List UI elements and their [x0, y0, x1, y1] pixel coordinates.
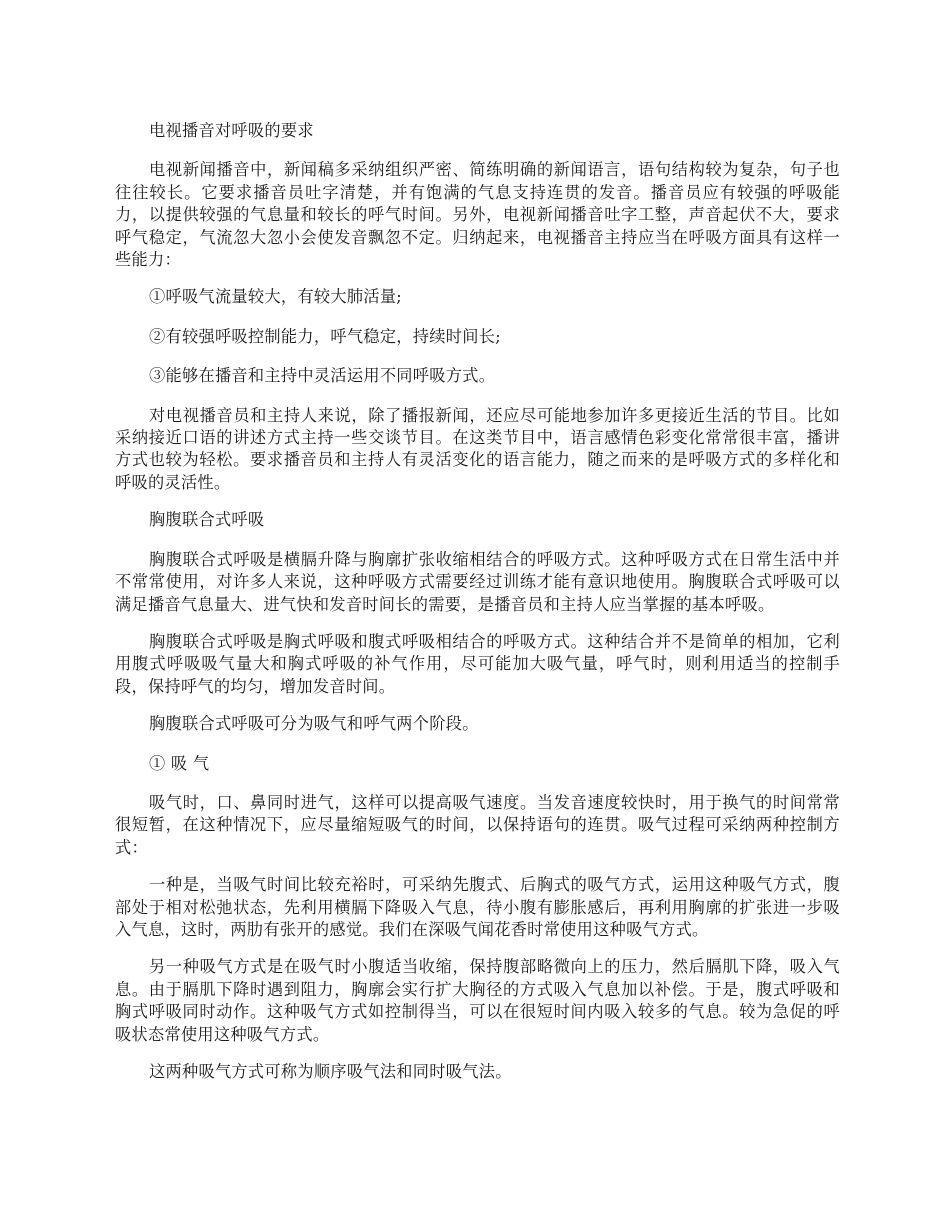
- inhale-paragraph-3: 另一种吸气方式是在吸气时小腹适当收缩，保持腹部略微向上的压力，然后膈肌下降，吸入气息。由于膈肌下降时遇到阻力，胸廓会实行扩大胸径的方式吸入气息加以补偿。于是，腹式呼吸和胸式呼吸同时动作。这种吸气方式如控制得当，可以在很短时间内吸入较多的气息。较为急促的呼吸状态常使用这种吸气方式。: [115, 957, 840, 1044]
- ability-item-1: ①呼吸气流量较大，有较大肺活量;: [149, 287, 403, 307]
- document-title: 电视播音对呼吸的要求: [149, 121, 314, 140]
- host-paragraph: 对电视播音员和主持人来说，除了播报新闻，还应尽可能地参加许多更接近生活的节目。比如采纳接近口语的讲述方式主持一些交谈节目。在这类节目中，语言感情色彩变化常常很丰富，播讲方式也较为轻松。要求播音员和主持人有灵活变化的语言能力，随之而来的是呼吸方式的多样化和呼吸的灵活性。: [115, 405, 840, 492]
- inhale-paragraph-1: 吸气时，口、鼻同时进气，这样可以提高吸气速度。当发音速度较快时，用于换气的时间常常很短暂，在这种情况下，应尽量缩短吸气的时间，以保持语句的连贯。吸气过程可采纳两种控制方式：: [115, 792, 840, 857]
- document-body: [115, 120, 840, 1098]
- section-paragraph-2: 胸腹联合式呼吸是胸式呼吸和腹式呼吸相结合的呼吸方式。这种结合并不是简单的相加，它利用腹式呼吸吸气量大和胸式呼吸的补气作用，尽可能加大吸气量，呼气时，则利用适当的控制手段，保持呼气的均匀，增加发音时间。: [115, 631, 840, 696]
- inhale-paragraph-4: 这两种吸气方式可称为顺序吸气法和同时吸气法。: [149, 1062, 512, 1081]
- section-title: 胸腹联合式呼吸: [149, 510, 265, 530]
- ability-item-3: ③能够在播音和主持中灵活运用不同呼吸方式。: [149, 366, 496, 386]
- ability-item-2: ②有较强呼吸控制能力，呼气稳定，持续时间长;: [149, 326, 501, 346]
- section-paragraph-1: 胸腹联合式呼吸是横膈升降与胸廓扩张收缩相结合的呼吸方式。这种呼吸方式在日常生活中并不常常使用，对许多人来说，这种呼吸方式需要经过训练才能有意识地使用。胸腹联合式呼吸可以满足播音气息量大、进气快和发音时间长的需要，是播音员和主持人应当掌握的基本呼吸。: [115, 549, 840, 614]
- inhale-title: ① 吸 气: [149, 753, 210, 773]
- section-paragraph-3: 胸腹联合式呼吸可分为吸气和呼气两个阶段。: [149, 714, 479, 734]
- intro-paragraph: 电视新闻播音中，新闻稿多采纳组织严密、简练明确的新闻语言，语句结构较为复杂，句子也往往较长。它要求播音员吐字清楚，并有饱满的气息支持连贯的发音。播音员应有较强的呼吸能力，以提供较强的气息量和较长的呼气时间。另外，电视新闻播音吐字工整，声音起伏不大，要求呼气稳定，气流忽大忽小会使发音飘忽不定。归纳起来，电视播音主持应当在呼吸方面具有这样一些能力：: [115, 160, 840, 270]
- inhale-paragraph-2: 一种是，当吸气时间比较充裕时，可采纳先腹式、后胸式的吸气方式，运用这种吸气方式，腹部处于相对松弛状态，先利用横膈下降吸入气息，待小腹有膨胀感后，再利用胸廓的扩张进一步吸入气息，这时，两肋有张开的感觉。我们在深吸气闻花香时常使用这种吸气方式。: [115, 875, 840, 939]
